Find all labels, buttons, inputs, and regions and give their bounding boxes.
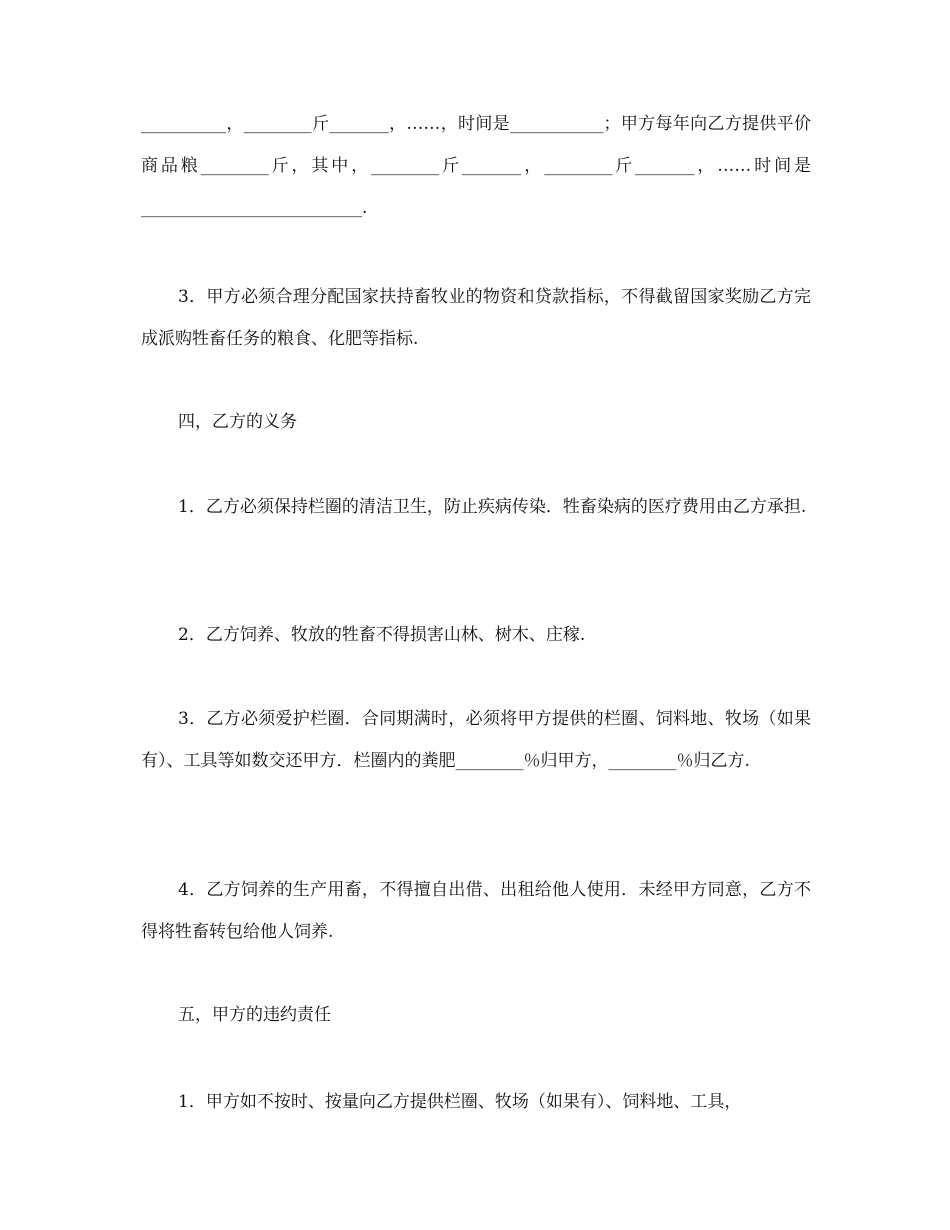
paragraph-item-3-party-b: 3．乙方必须爱护栏圈．合同期满时，必须将甲方提供的栏圈、饲料地、牧场（如果有）、工具等如数交还甲方．栏圈内的粪肥________％归甲方，________％归乙方.: [141, 709, 811, 771]
paragraph-item-2-party-b: 2．乙方饲养、牧放的牲畜不得损害山林、树木、庄稼.: [178, 625, 586, 645]
paragraph-item-4-party-b: 4．乙方饲养的生产用畜，不得擅自出借、出租给他人使用．未经甲方同意，乙方不得将牲畜转包给他人饲养.: [141, 880, 811, 942]
paragraph-item-1-party-b: 1．乙方必须保持栏圈的清洁卫生，防止疾病传染．牲畜染病的医疗费用由乙方承担.: [178, 497, 807, 517]
paragraph-item-1-party-a-liability: 1．甲方如不按时、按量向乙方提供栏圈、牧场（如果有）、饲料地、工具，: [178, 1092, 742, 1112]
paragraph-item-3-party-a: 3．甲方必须合理分配国家扶持畜牧业的物资和贷款指标，不得截留国家奖励乙方完成派购牲畜任务的粮食、化肥等指标.: [141, 287, 811, 349]
section-heading-party-a-liability: 五，甲方的违约责任: [178, 1005, 331, 1025]
section-heading-party-b-obligations: 四，乙方的义务: [178, 412, 297, 432]
paragraph-grain-supply: __________，________斤_______，……，时间是___________；甲方每年向乙方提供平价商品粮________斤，其中，________斤_______，________斤_______，……时间是__________________________.: [141, 114, 811, 218]
